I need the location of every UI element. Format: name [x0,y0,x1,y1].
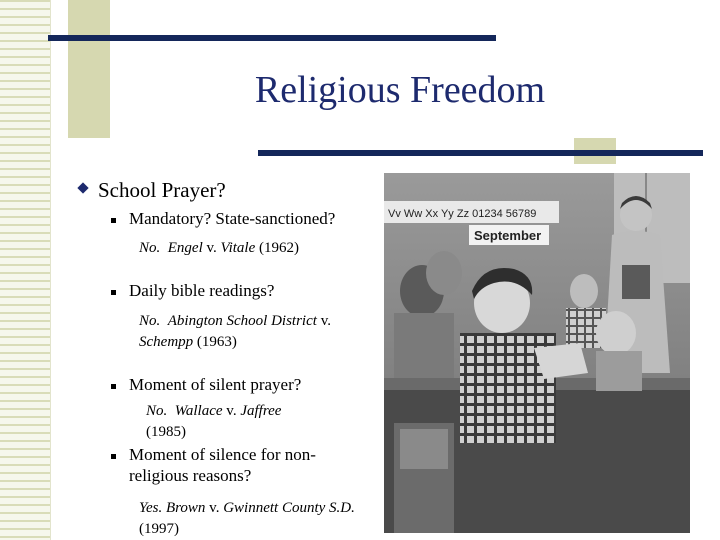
square-bullet-icon [111,290,116,295]
item-2-plaintiff: Abington School District [167,313,317,329]
item-3-v: v. [222,403,241,419]
item-4-plaintiff: Brown [165,500,206,516]
item-1-case [139,238,299,259]
item-3-defendant: Jaffree [240,403,282,419]
slide-title: Religious Freedom [254,69,546,111]
board-alphabet-text: Vv Ww Xx Yy Zz 01234 56789 [388,208,537,220]
item-4-question-line-2: religious reasons? [129,466,252,485]
item-1-year: (1962) [255,240,300,256]
item-4-year: (1997) [139,521,179,537]
item-4-answer: Yes. [139,500,163,516]
item-2-case [139,311,379,353]
item-4-question-line-1: Moment of silence for non- [129,445,316,464]
item-1-v: v. [202,240,221,256]
main-bullet-text: School Prayer? [98,178,226,202]
item-1-plaintiff: Engel [167,240,203,256]
item-1-answer: No. [139,240,161,256]
board-september-text: September [474,228,542,243]
diamond-bullet-icon [77,182,88,193]
item-1-question: Mandatory? State-sanctioned? [129,209,336,228]
item-3-year: (1985) [146,424,186,440]
item-4-defendant: Gwinnett County S.D. [223,500,355,516]
item-1-defendant: Vitale [220,240,256,256]
square-bullet-icon [111,454,116,459]
item-2-answer: No. [139,313,161,329]
item-2-v: v. [316,313,331,329]
item-2-question: Daily bible readings? [129,281,275,300]
item-4-case [139,498,439,540]
left-stripe-decoration [0,0,51,540]
square-bullet-icon [111,218,116,223]
item-4-v: v. [205,500,224,516]
middle-rule [258,150,703,156]
item-3-plaintiff: Wallace [174,403,223,419]
item-2-year: (1963) [193,334,237,350]
top-rule [48,35,496,41]
classroom-photo [384,173,690,533]
square-bullet-icon [111,384,116,389]
item-3-question: Moment of silent prayer? [129,375,302,394]
olive-block-decoration [68,0,110,138]
item-2-defendant: Schempp [139,334,194,350]
item-3-answer: No. [146,403,168,419]
item-3-case [146,401,376,443]
